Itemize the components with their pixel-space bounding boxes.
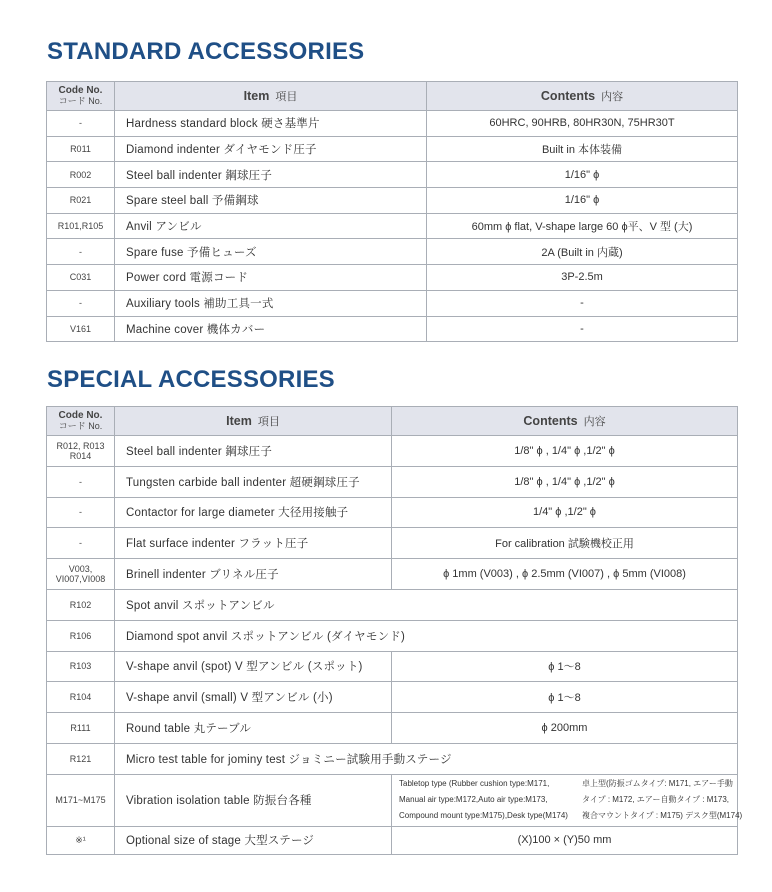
code-cell: R103 — [47, 651, 115, 682]
code-line: VI007,VI008 — [55, 574, 106, 585]
item-cell: Round table 丸テーブル — [115, 713, 392, 744]
code-no-header — [47, 407, 115, 436]
detail-line-en: Manual air type:M172,Auto air type:M173, — [399, 795, 548, 805]
contents-cell: 60mm ϕ flat, V-shape large 60 ϕ平、V 型 (大) — [427, 213, 738, 239]
table-row — [47, 528, 738, 559]
contents-cell: 3P-2.5m — [427, 265, 738, 291]
table-row — [47, 743, 738, 774]
code-cell: R011 — [47, 136, 115, 162]
item-header-jp: 項目 — [257, 416, 280, 428]
table-row — [47, 188, 738, 214]
special-accessories-title: SPECIAL ACCESSORIES — [47, 366, 335, 393]
item-header — [115, 407, 392, 436]
item-cell: Contactor for large diameter 大径用接触子 — [115, 497, 392, 528]
contents-cell: Built in 本体装備 — [427, 136, 738, 162]
item-cell: Spare fuse 予備ヒューズ — [115, 239, 427, 265]
detail-line-en: Compound mount type:M175),Desk type(M174) — [399, 811, 568, 821]
contents-cell: 1/8" ϕ , 1/4" ϕ ,1/2" ϕ — [392, 466, 738, 497]
contents-header — [427, 82, 738, 111]
contents-cell: ϕ 1mm (V003) , ϕ 2.5mm (VI007) , ϕ 5mm (VI008) — [392, 559, 738, 590]
contents-cell: 1/8" ϕ , 1/4" ϕ ,1/2" ϕ — [392, 436, 738, 467]
contents-cell: ϕ 200mm — [392, 713, 738, 744]
contents-header — [392, 407, 738, 436]
table-row — [47, 559, 738, 590]
contents-header-en: Contents — [523, 414, 578, 428]
table-row — [47, 162, 738, 188]
contents-header-en: Contents — [540, 89, 596, 103]
contents-cell: 2A (Built in 内蔵) — [427, 239, 738, 265]
code-cell: R002 — [47, 162, 115, 188]
table-header-row — [47, 407, 738, 436]
code-cell: R101,R105 — [47, 213, 115, 239]
table-row — [47, 620, 738, 651]
contents-cell: (X)100 × (Y)50 mm — [392, 826, 738, 854]
item-cell: Steel ball indenter 鋼球圧子 — [115, 436, 392, 467]
table-row — [47, 651, 738, 682]
table-row — [47, 316, 738, 342]
standard-accessories-title: STANDARD ACCESSORIES — [47, 38, 365, 65]
table-row — [47, 682, 738, 713]
table-row — [47, 466, 738, 497]
vibration-table-details — [399, 776, 743, 824]
code-cell: R102 — [47, 589, 115, 620]
table-row — [47, 111, 738, 137]
item-cell: Tungsten carbide ball indenter 超硬鋼球圧子 — [115, 466, 392, 497]
contents-cell: ϕ 1～8 — [392, 651, 738, 682]
item-cell: Diamond spot anvil スポットアンビル (ダイヤモンド) — [115, 620, 738, 651]
code-cell: R106 — [47, 620, 115, 651]
item-cell: Machine cover 機体カバー — [115, 316, 427, 342]
item-cell: Vibration isolation table 防振台各種 — [115, 774, 392, 826]
code-cell: R104 — [47, 682, 115, 713]
item-cell: Anvil アンビル — [115, 213, 427, 239]
code-cell: - — [47, 111, 115, 137]
item-cell: Flat surface indenter フラット圧子 — [115, 528, 392, 559]
detail-line-jp: タイプ : M172, エアー自動タイプ : M173, — [582, 795, 729, 805]
table-row — [47, 589, 738, 620]
code-cell: - — [47, 290, 115, 316]
table-row — [47, 774, 738, 826]
code-no-header-en: Code No. — [58, 85, 103, 96]
contents-cell: ϕ 1～8 — [392, 682, 738, 713]
code-cell: R121 — [47, 743, 115, 774]
special-accessories-table — [46, 406, 743, 855]
contents-header-jp: 内容 — [583, 416, 606, 428]
item-cell: Spot anvil スポットアンビル — [115, 589, 738, 620]
table-row — [47, 136, 738, 162]
item-cell: Diamond indenter ダイヤモンド圧子 — [115, 136, 427, 162]
detail-line-jp: 複合マウントタイプ : M175) デスク型(M174) — [582, 811, 743, 821]
code-no-header-en: Code No. — [58, 410, 103, 421]
item-cell: Spare steel ball 予備鋼球 — [115, 188, 427, 214]
contents-cell — [392, 774, 743, 826]
code-cell: V161 — [47, 316, 115, 342]
item-cell: Optional size of stage 大型ステージ — [115, 826, 392, 854]
item-cell: V-shape anvil (spot) V 型アンビル (スポット) — [115, 651, 392, 682]
code-line: V003, — [68, 564, 93, 575]
item-cell: Brinell indenter ブリネル圧子 — [115, 559, 392, 590]
table-row — [47, 213, 738, 239]
code-cell: R111 — [47, 713, 115, 744]
code-cell: - — [47, 497, 115, 528]
code-no-header — [47, 82, 115, 111]
code-line: R014 — [69, 450, 92, 461]
code-cell: M171~M175 — [47, 774, 115, 826]
item-cell: Micro test table for jominy test ジョミニー試験用手動ステージ — [115, 743, 738, 774]
contents-cell: 1/16" ϕ — [427, 162, 738, 188]
item-header — [115, 82, 427, 111]
code-cell: - — [47, 528, 115, 559]
detail-line-en: Tabletop type (Rubber cushion type:M171, — [399, 779, 550, 789]
code-no-header-jp: コード No. — [58, 421, 103, 431]
item-cell: Auxiliary tools 補助工具一式 — [115, 290, 427, 316]
table-row — [47, 826, 738, 854]
code-cell: C031 — [47, 265, 115, 291]
code-cell — [47, 436, 115, 467]
table-row — [47, 239, 738, 265]
item-cell: V-shape anvil (small) V 型アンビル (小) — [115, 682, 392, 713]
item-cell: Power cord 電源コード — [115, 265, 427, 291]
contents-cell: 1/16" ϕ — [427, 188, 738, 214]
item-cell: Hardness standard block 硬さ基準片 — [115, 111, 427, 137]
code-no-header-jp: コード No. — [58, 96, 103, 106]
table-row — [47, 436, 738, 467]
table-row — [47, 497, 738, 528]
code-cell: ※¹ — [47, 826, 115, 854]
contents-cell: - — [427, 290, 738, 316]
item-header-en: Item — [243, 89, 270, 103]
code-cell — [47, 559, 115, 590]
table-row — [47, 713, 738, 744]
contents-cell: 1/4" ϕ ,1/2" ϕ — [392, 497, 738, 528]
item-header-jp: 項目 — [275, 91, 298, 103]
code-line: R012, R013 — [56, 440, 105, 451]
item-cell: Steel ball indenter 鋼球圧子 — [115, 162, 427, 188]
table-row — [47, 290, 738, 316]
contents-cell: For calibration 試験機校正用 — [392, 528, 738, 559]
code-cell: - — [47, 239, 115, 265]
item-header-en: Item — [226, 414, 252, 428]
table-header-row — [47, 82, 738, 111]
table-row — [47, 265, 738, 291]
detail-line-jp: 卓上型(防振ゴムタイプ: M171, エアー手動 — [582, 779, 733, 789]
contents-cell: 60HRC, 90HRB, 80HR30N, 75HR30T — [427, 111, 738, 137]
contents-cell: - — [427, 316, 738, 342]
code-cell: R021 — [47, 188, 115, 214]
code-cell: - — [47, 466, 115, 497]
contents-header-jp: 内容 — [601, 91, 624, 103]
standard-accessories-table — [46, 81, 738, 342]
